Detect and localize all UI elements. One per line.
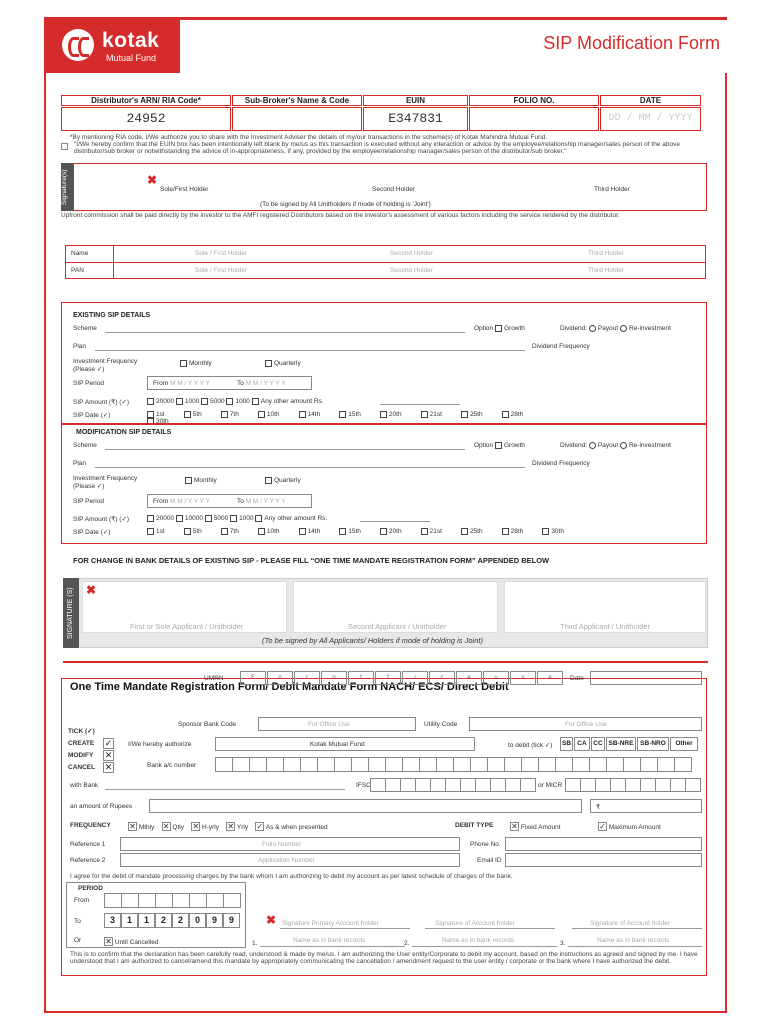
ifsc-char-box[interactable] [400,778,416,792]
ifsc-char-box[interactable] [520,778,536,792]
from-digit-box[interactable] [104,893,122,908]
existing-sip-title: EXISTING SIP DETAILS [73,312,151,319]
umrn-char-box[interactable]: c [429,671,455,685]
micr-digit-box[interactable] [640,778,656,792]
ifsc-char-box[interactable] [475,778,491,792]
existing-reinvest-radio[interactable] [620,325,627,332]
bank-ac-digit-box[interactable] [640,757,658,772]
ifsc-char-box[interactable] [385,778,401,792]
ifsc-label: IFSC [356,782,371,789]
bank-ac-digit-box[interactable] [521,757,539,772]
existing-quarterly-checkbox[interactable] [265,360,272,367]
tick-label: TICK (✓) [68,728,95,735]
from-digit-box[interactable] [172,893,190,908]
existing-amount-options[interactable]: 20000 1000 5000 1000 Any other amount Rs. [147,398,324,405]
umrn-char-box[interactable]: i [402,671,428,685]
bank-ac-digit-box[interactable] [606,757,624,772]
utility-code-label: Utility Code [424,721,458,728]
otm-sign-x-icon: ✖ [266,913,277,927]
mod-payout-radio[interactable] [589,442,596,449]
bank-ac-digit-box[interactable] [334,757,352,772]
bank-ac-label: Bank a/c number [147,762,197,769]
folio-field[interactable] [469,107,599,131]
bank-ac-digit-box[interactable] [657,757,675,772]
brand-name: kotak [102,29,160,52]
account-type-sb-nre[interactable]: SB-NRE [606,737,636,751]
mod-div-freq-label: Dividend Frequency [532,460,590,467]
phone-field[interactable] [505,837,702,851]
second-applicant-label: Second Applicant / Unitholder [348,622,447,631]
to-digit-box[interactable]: 3 [104,913,121,928]
sole-holder-label: Sole/First Holder [160,186,209,193]
name1-number: 1. [252,940,258,947]
from-digit-box[interactable] [155,893,173,908]
mod-sip-period-label: SIP Period [73,498,104,505]
bank-ac-digit-box[interactable] [589,757,607,772]
umrn-char-box[interactable]: F [240,671,266,685]
to-digit-box[interactable]: 0 [189,913,206,928]
third-applicant-label: Third Applicant / Unitholder [560,622,651,631]
utility-office-use: For Office Use [565,721,607,728]
mod-date-options[interactable]: 1st 5th 7th 10th 14th 15th 20th 21st 25th 28th 30th [147,528,567,535]
bank-ac-digit-box[interactable] [538,757,556,772]
sig-second-line[interactable] [425,928,555,929]
create-checkbox[interactable]: ✓ [104,738,113,748]
bank-ac-digit-box[interactable] [436,757,454,772]
rupee-symbol: ₹ [596,804,601,811]
otm-date-field[interactable] [590,671,702,685]
brand-logo [44,17,180,73]
existing-scheme-label: Scheme [73,325,97,332]
name2-line[interactable] [412,946,557,947]
pan-third-holder[interactable]: Third Holder [588,267,624,274]
bank-ac-digit-box[interactable] [300,757,318,772]
debit-type-label: DEBIT TYPE [455,822,494,829]
name-row-label: Name [71,250,89,257]
frequency-label: FREQUENCY [70,822,111,829]
sig-primary-line[interactable] [280,928,410,929]
ifsc-char-box[interactable] [490,778,506,792]
umrn-char-box[interactable]: o [321,671,347,685]
existing-quarterly-option[interactable]: Quarterly [265,360,301,367]
sig-second-label: Signature of Account holder [435,920,515,927]
existing-sip-period-label: SIP Period [73,380,104,387]
umrn-char-box[interactable]: r [294,671,320,685]
micr-digit-box[interactable] [655,778,671,792]
euin-declaration-checkbox[interactable] [61,143,68,150]
existing-payout-radio[interactable] [589,325,596,332]
sig-third-label: Signature of Account holder [590,920,670,927]
second-holder-label: Second Holder [372,186,415,193]
from-digit-box[interactable] [121,893,139,908]
subbroker-field[interactable] [232,107,362,131]
bank-ac-digit-box[interactable] [368,757,386,772]
company-name: Kotak Mutual Fund [310,741,365,748]
name1-line[interactable] [260,946,405,947]
micr-digit-box[interactable] [625,778,641,792]
name-second-holder[interactable]: Second Holder [390,250,433,257]
create-label: CREATE [68,740,95,747]
ifsc-char-box[interactable] [430,778,446,792]
bank-ac-digit-box[interactable] [317,757,335,772]
existing-other-amount-input[interactable] [380,404,460,405]
to-digit-box[interactable]: 1 [138,913,155,928]
euin-declaration: "I/We hereby confirm that the EUIN box has been intentionally left blank by me/us as this transaction is executed without any interaction or advice by the employee/relationship manager/sales person of the above distributor/sub broker or notwithstanding the advice of in-appropriateness, if any, provided by the employee/relationship manager/sales person of the distributor/sub broker." [74,141,680,155]
from-digit-box[interactable] [189,893,207,908]
fixed-amount-option[interactable]: ✕ Fixed Amount [511,822,561,831]
otm-date-label: Date [570,675,584,682]
umrn-char-box[interactable]: s [510,671,536,685]
mod-quarterly-option[interactable]: Quarterly [265,477,301,484]
mod-monthly-option[interactable]: Monthly [185,477,217,484]
bank-ac-digit-box[interactable] [470,757,488,772]
mod-sip-amount-label: SIP Amount (₹) (✓) [73,516,130,523]
name3-line[interactable] [568,946,702,947]
mod-reinvest-radio[interactable] [620,442,627,449]
umrn-char-box[interactable]: u [483,671,509,685]
name3-label: Name as in bank records [597,937,670,944]
with-bank-label: with Bank [70,782,99,789]
signature-side-label: Signature(s) [61,163,74,211]
to-digit-box[interactable]: 9 [223,913,240,928]
ria-declaration: *By mentioning RIA code, I/We authorize you to share with the Investment Adviser the details of my/our transactions in the scheme(s) of Kotak Mahindra Mutual Fund. [70,134,548,141]
umrn-char-box[interactable]: e [456,671,482,685]
ifsc-char-box[interactable] [505,778,521,792]
email-field[interactable] [505,853,702,867]
to-digit-box[interactable]: 9 [206,913,223,928]
date-field[interactable]: DD / MM / YYYY [600,107,701,131]
existing-date-options[interactable]: 1st 5th 7th 10th 14th 15th 20th 21st 25th 28th 30th [147,411,547,425]
to-debit-label: to debit (tick ✓) [508,742,553,749]
frequency-options[interactable]: ✕ Mthly ✕ Qtly ✕ H-yrly ✕ Yrly ✓ As & when presented [129,822,328,831]
kotak-logo-icon [62,29,94,61]
subbroker-header: Sub-Broker's Name & Code [232,95,362,106]
bank-ac-digit-box[interactable] [215,757,233,772]
micr-digit-box[interactable] [685,778,701,792]
existing-plan-input[interactable] [95,350,525,351]
bank-ac-digit-box[interactable] [402,757,420,772]
mod-from-label: From M M / Y Y Y Y [153,498,210,505]
bank-ac-digit-box[interactable] [674,757,692,772]
section-divider [63,661,708,663]
euin-header: EUIN [363,95,468,106]
existing-plan-label: Plan [73,343,87,350]
cancel-checkbox[interactable]: ✕ [104,762,113,772]
mod-plan-input[interactable] [95,467,525,468]
arn-header: Distributor's ARN/ RIA Code* [61,95,231,106]
modify-label: MODIFY [68,752,94,759]
existing-sip-amount-label: SIP Amount (₹) (✓) [73,399,130,406]
umrn-char-box[interactable]: f [375,671,401,685]
reference1-label: Reference 1 [70,841,106,848]
date-header: DATE [600,95,701,106]
debit-charges-agreement: I agree for the debit of mandate processing charges by the bank whom I am authorizing to debit my account as per latest schedule of charges of the bank. [70,873,513,880]
existing-sip-date-label: SIP Date (✓) [73,412,111,419]
cancel-label: CANCEL [68,764,96,771]
existing-inv-freq-label: Investment Frequency (Please ✓) [73,358,138,373]
bank-change-note: FOR CHANGE IN BANK DETAILS OF EXISTING SIP - PLEASE FILL “ONE TIME MANDATE REGISTRATION FORM” APPENDED BELOW [73,556,550,565]
bank-ac-digit-box[interactable] [385,757,403,772]
existing-from-label: From M M / Y Y Y Y [153,380,210,387]
existing-scheme-input[interactable] [105,332,465,333]
joint-signing-note: (To be signed by All Unitholders if mode of holding is 'Joint') [260,201,431,208]
page-title: SIP Modification Form [543,33,720,53]
period-label: PERIOD [78,885,103,892]
phone-label: Phone No. [470,841,501,848]
from-digit-box[interactable] [138,893,156,908]
bank-ac-digit-box[interactable] [623,757,641,772]
pan-first-holder[interactable]: Sole / First Holder [195,267,248,274]
name3-number: 3. [560,940,566,947]
micr-digit-box[interactable] [580,778,596,792]
pan-row-label: PAN [71,267,84,274]
arn-field[interactable]: 24952 [61,107,231,131]
mod-monthly-checkbox[interactable] [185,477,192,484]
period-or-label: Or [74,937,82,944]
micr-digit-box[interactable] [610,778,626,792]
amount-rupees-label: an amount of Rupees [70,803,133,810]
to-digit-box[interactable]: 1 [121,913,138,928]
mod-amount-options[interactable]: 20000 10000 5000 1000 Any other amount Rs. [147,515,327,522]
umrn-char-box[interactable]: o [267,671,293,685]
mod-to-label: To M M / Y Y Y Y [237,498,286,505]
bank-ac-digit-box[interactable] [487,757,505,772]
name2-label: Name as in bank records [442,937,515,944]
sponsor-office-use: For Office Use [308,721,350,728]
existing-option-label: Option Growth [474,325,525,333]
bank-ac-digit-box[interactable] [453,757,471,772]
amount-words-field[interactable] [149,799,582,813]
account-type-ca[interactable]: CA [574,737,590,751]
bank-ac-digit-box[interactable] [351,757,369,772]
modify-checkbox[interactable]: ✕ [104,750,113,760]
name-first-holder[interactable]: Sole / First Holder [195,250,248,257]
bank-ac-digit-box[interactable] [419,757,437,772]
bank-ac-digit-box[interactable] [283,757,301,772]
mod-growth-checkbox[interactable] [495,442,502,449]
period-to-label: To [74,918,81,925]
euin-field[interactable]: E347831 [363,107,468,131]
folio-number-hint: Folio Number [262,841,302,848]
bank-ac-digit-box[interactable] [572,757,590,772]
modification-sip-title: MODIFICATION SIP DETAILS [76,429,172,436]
pan-second-holder[interactable]: Second Holder [390,267,433,274]
max-amount-option[interactable]: ✓ Maximum Amount [599,822,661,831]
reference2-label: Reference 2 [70,857,106,864]
micr-digit-box[interactable] [565,778,581,792]
signature-panel-side-label: SIGNATURE (S) [63,578,79,648]
authorize-label: I/We hereby authorize [128,741,192,748]
existing-dividend-label: Dividend: Payout Re-investment [560,325,671,333]
commission-note: Upfront commission shall be paid directly by the investor to the AMFI registered Distributors based on the investor's assessment of various factors including the service rendered by the distributor. [61,212,620,219]
sig-primary-label: Signature Primary Account holder [282,920,379,927]
umrn-label: UMRN [204,675,224,682]
mod-option-label: Option Growth [474,442,525,450]
first-applicant-label: First or Sole Applicant / Unitholder [130,622,244,631]
sign-here-x-icon: ✖ [147,173,158,187]
umrn-char-box[interactable]: f [348,671,374,685]
to-digit-box[interactable]: 2 [155,913,172,928]
account-type-sb[interactable]: SB [560,737,573,751]
amount-figures-field[interactable] [590,799,702,813]
mod-other-amount-input[interactable] [360,521,430,522]
name-third-holder[interactable]: Third Holder [588,250,624,257]
sponsor-bank-label: Sponsor Bank Code [178,721,237,728]
ifsc-char-box[interactable] [370,778,386,792]
bank-name-input[interactable] [105,789,345,790]
sig-third-line[interactable] [572,928,702,929]
mod-scheme-input[interactable] [105,449,465,450]
name2-number: 2. [404,940,410,947]
from-digit-box[interactable] [223,893,241,908]
mod-sip-date-label: SIP Date (✓) [73,529,111,536]
account-type-sb-nro[interactable]: SB-NRO [637,737,669,751]
mandate-footer: This is to confirm that the declaration has been carefully read, understood & made by me/us. I am authorizing the User entity/Corporate to debit my account, based on the instructions as agreed and signed by me. I have understood that I am authorized to cancel/amend this mandate by appropriately communicating the cancellation / amendment request to the user entity / corporate or the bank where I have authorized the debit. [70,951,698,965]
umrn-char-box[interactable]: e [537,671,563,685]
bank-ac-digit-box[interactable] [555,757,573,772]
name1-label: Name as in bank records [293,937,366,944]
existing-growth-checkbox[interactable] [495,325,502,332]
until-cancelled-option[interactable]: ✕ Until Cancelled [105,937,159,946]
ifsc-char-box[interactable] [415,778,431,792]
otm-title: One Time Mandate Registration Form/ Debit Mandate Form NACH/ ECS/ Direct Debit [70,681,509,693]
period-from-label: From [74,897,90,904]
existing-div-freq-label: Dividend Frequency [532,343,590,350]
bank-ac-digit-box[interactable] [266,757,284,772]
existing-monthly-checkbox[interactable] [180,360,187,367]
mod-scheme-label: Scheme [73,442,97,449]
from-digit-box[interactable] [206,893,224,908]
mod-plan-label: Plan [73,460,87,467]
bank-ac-digit-box[interactable] [232,757,250,772]
brand-subtitle: Mutual Fund [106,53,157,63]
joint-applicants-note: (To be signed by All Applicants/ Holders if mode of holding is Joint) [262,636,483,645]
account-type-other[interactable]: Other [670,737,698,751]
folio-header: FOLIO NO. [469,95,599,106]
ifsc-char-box[interactable] [460,778,476,792]
app-number-hint: Application Number [258,857,315,864]
to-digit-box[interactable]: 2 [172,913,189,928]
ifsc-char-box[interactable] [445,778,461,792]
mod-dividend-label: Dividend: Payout Re-investment [560,442,671,450]
mod-inv-freq-label: Investment Frequency (Please ✓) [73,475,138,490]
account-type-cc[interactable]: CC [591,737,605,751]
existing-to-label: To M M / Y Y Y Y [237,380,286,387]
micr-digit-box[interactable] [595,778,611,792]
email-label: Email ID [477,857,502,864]
micr-label: or MICR [538,782,563,789]
existing-monthly-option[interactable]: Monthly [180,360,212,367]
third-holder-label: Third Holder [594,186,630,193]
mod-quarterly-checkbox[interactable] [265,477,272,484]
micr-digit-box[interactable] [670,778,686,792]
bank-ac-digit-box[interactable] [249,757,267,772]
signature-x-icon: ✖ [86,583,97,597]
existing-sip-section [61,302,707,424]
bank-ac-digit-box[interactable] [504,757,522,772]
